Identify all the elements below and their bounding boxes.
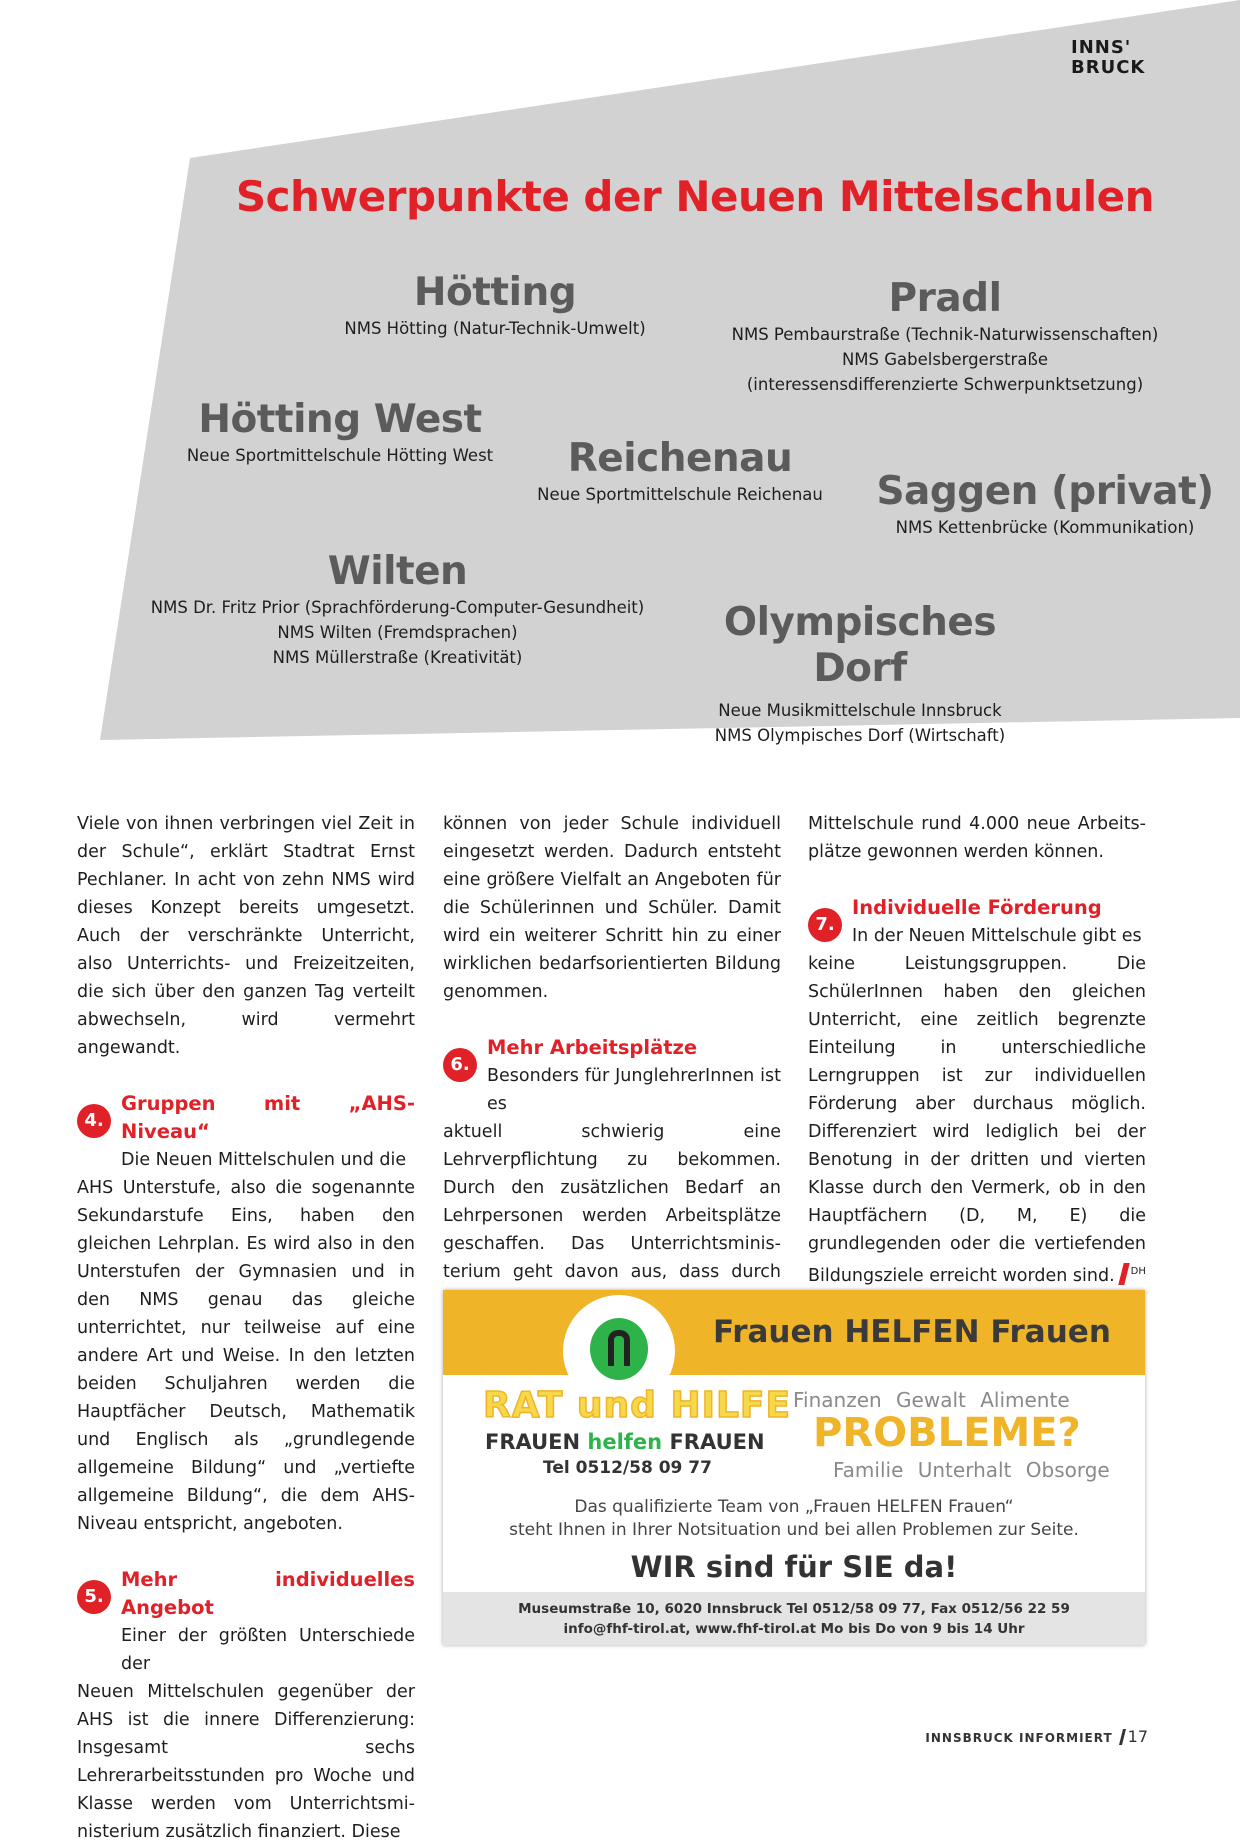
section-first-line: Besonders für JunglehrerInnen ist es (487, 1066, 781, 1114)
fhf-word: FRAUEN (485, 1430, 588, 1454)
district-name: Wilten (327, 549, 468, 594)
section-number-badge: 5. (77, 1580, 111, 1614)
ad-team-line: steht Ihnen in Ihrer Notsituation und bei allen Problemen zur Seite. (509, 1520, 1079, 1540)
school-line: Neue Sportmittelschule Hötting West (186, 446, 494, 465)
district-name: Reichenau (567, 436, 793, 481)
ad-address: Museumstraße 10, 6020 Innsbruck Tel 0512/58 09 77, Fax 0512/56 22 59 (518, 1601, 1070, 1617)
ad-telephone: Tel 0512/58 09 77 (543, 1458, 712, 1478)
school-line: Neue Sportmittelschule Reichenau (537, 485, 823, 504)
page-footer (925, 1727, 1148, 1746)
district-name: Olympisches Dorf (723, 600, 997, 691)
section-first-line: Die Neuen Mittelschulen und die (121, 1150, 407, 1170)
school-line: NMS Wilten (Fremdsprachen) (277, 623, 518, 642)
fhf-word-green: helfen (587, 1430, 663, 1454)
school-line: (interessensdifferenzierte Schwerpunktsetzung) (746, 375, 1144, 394)
school-line: NMS Pembaurstraße (Technik-Naturwissenschaften) (731, 325, 1159, 344)
publication-name: INNSBRUCK INFORMIERT (925, 1731, 1113, 1745)
section-number-badge: 7. (808, 908, 842, 942)
school-line: Neue Musikmittelschule Innsbruck (718, 701, 1002, 720)
author-initials: DH (1130, 1266, 1146, 1277)
district-name: Hötting (413, 270, 577, 315)
ad-team-line: Das qualifizierte Team von „Frauen HELFEN Frauen“ (574, 1497, 1014, 1517)
footer-divider-icon (1119, 1729, 1126, 1745)
page-title: Schwerpunkte der Neuen Mittelschulen (235, 172, 1155, 221)
district-name: Pradl (888, 276, 1002, 321)
section-first-line: In der Neuen Mittelschule gibt es (852, 926, 1142, 946)
article-column-2 (443, 810, 781, 1342)
section-first-line: Einer der größten Unterschiede der (121, 1626, 415, 1674)
ad-rat-und-hilfe: RAT und HILFE (483, 1385, 792, 1426)
article-column-1 (77, 810, 415, 1846)
article-paragraph: können von jeder Schule individuell eingesetzt werden. Dadurch entsteht eine größere Vielfalt an Angeboten für die Schülerinnen und Schüler. Damit wird ein weiterer Schritt hin zu einer wirklichen bedarfsorientierten Bildung genommen. (443, 814, 781, 1002)
school-line: NMS Olympisches Dorf (Wirtschaft) (714, 726, 1006, 745)
district-saggen (855, 469, 1235, 540)
district-hoetting (300, 270, 690, 341)
section-body-text: keine Leistungsgruppen. Die SchülerInnen haben den gleichen Unterricht, eine zeitlich begrenzte Einteilung in unterschiedliche Lerngruppen ist zur individuellen Förderung aber durchaus möglich. Differenziert wird lediglich bei der Benotung in der dritten und vierten Klasse durch den Vermerk, ob in den Hauptfächern (D, M, E) die grundlegenden oder die vertiefenden Bildungsziele erreicht worden sind. (808, 954, 1146, 1286)
district-name: Saggen (privat) (876, 469, 1214, 514)
ad-team-text (443, 1496, 1145, 1542)
fhf-logo-icon (590, 1318, 648, 1380)
section-body: aktuell schwierig eine Lehrverpflichtung zu bekommen. Durch den zusätzlichen Bedarf an Lehrpersonen werden Arbeitsplätze geschaffen. Das Unterrichtsministerium geht davon aus, dass durch (443, 1122, 781, 1282)
ad-topics-top: Finanzen Gewalt Alimente (793, 1388, 1070, 1412)
ad-fhf-slogan (485, 1430, 765, 1454)
section-5 (77, 1566, 415, 1846)
ad-org-name: Frauen HELFEN Frauen (713, 1314, 1111, 1350)
school-line: NMS Dr. Fritz Prior (Sprachförderung-Computer-Gesundheit) (150, 598, 645, 617)
ad-contact: info@fhf-tirol.at, www.fhf-tirol.at Mo bis Do von 9 bis 14 Uhr (563, 1621, 1025, 1637)
ad-topics-bottom: Familie Unterhalt Obsorge (833, 1458, 1110, 1482)
section-heading: Gruppen mit „AHS-Niveau“ (121, 1092, 415, 1143)
ad-probleme: PROBLEME? (813, 1410, 1081, 1456)
section-body: AHS Unterstufe, also die sogenannte Sekundarstufe Eins, haben den gleichen Lehrplan. Es wird also in den Unterstufen der Gymnasien und in den NMS genau das gleiche unterrichtet, nur teilweise auf eine andere Art und Weise. In den letzten beiden Schuljahren werden die Hauptfächer Deutsch, Mathematik und Englisch als „grundlegende allgemeine Bildung“ und „vertiefte allgemeine Bildung“, die dem AHS-Niveau entspricht, angeboten. (77, 1178, 415, 1534)
district-reichenau (520, 436, 840, 507)
innsbruck-logo: INNS' BRUCK (1071, 37, 1146, 78)
district-wilten (140, 549, 655, 670)
ad-wir-sind-da: WIR sind für SIE da! (630, 1550, 958, 1584)
article-paragraph: Mittelschule rund 4.000 neue Arbeitsplätze gewonnen werden können. (808, 814, 1146, 862)
advertisement-frauen-helfen-frauen (443, 1290, 1145, 1645)
fhf-word: FRAUEN (662, 1430, 765, 1454)
section-body: Neuen Mittelschulen gegenüber der AHS ist die innere Differenzierung: Insgesamt sechs Lehrerarbeitsstunden pro Woche und Klasse werden vom Unterrichtsministerium zusätzlich finanziert. Diese (77, 1682, 415, 1842)
article-column-3 (808, 810, 1146, 1290)
section-body (808, 950, 1146, 1290)
section-heading: Mehr Arbeitsplätze (487, 1036, 698, 1059)
end-mark-icon (1118, 1263, 1129, 1285)
fhf-logo-mark-icon (608, 1330, 630, 1366)
section-heading: Individuelle Förderung (852, 896, 1102, 919)
page-number: 17 (1127, 1727, 1148, 1746)
district-name: Hötting West (198, 397, 482, 442)
school-line: NMS Hötting (Natur-Technik-Umwelt) (344, 319, 646, 338)
school-line: NMS Müllerstraße (Kreativität) (272, 648, 523, 667)
section-number-badge: 6. (443, 1048, 477, 1082)
section-7 (808, 894, 1146, 1290)
section-number-badge: 4. (77, 1104, 111, 1138)
section-heading: Mehr individuelles Angebot (121, 1568, 415, 1619)
district-pradl (690, 276, 1200, 397)
school-line: NMS Kettenbrücke (Kommunikation) (895, 518, 1195, 537)
school-line: NMS Gabelsbergerstraße (841, 350, 1049, 369)
ad-contact-bar (443, 1592, 1145, 1645)
article-paragraph: Viele von ihnen verbringen viel Zeit in der Schule“, erklärt Stadtrat Ernst Pechlaner. In acht von zehn NMS wird dieses Konzept bereits umgesetzt. Auch der verschränkte Unterricht, also Unterrichts- und Freizeitzeiten, die sich über den ganzen Tag verteilt abwechseln, wird vermehrt angewandt. (77, 814, 415, 1058)
district-olympisches-dorf (680, 600, 1040, 748)
district-hoetting-west (170, 397, 510, 468)
section-4 (77, 1090, 415, 1538)
